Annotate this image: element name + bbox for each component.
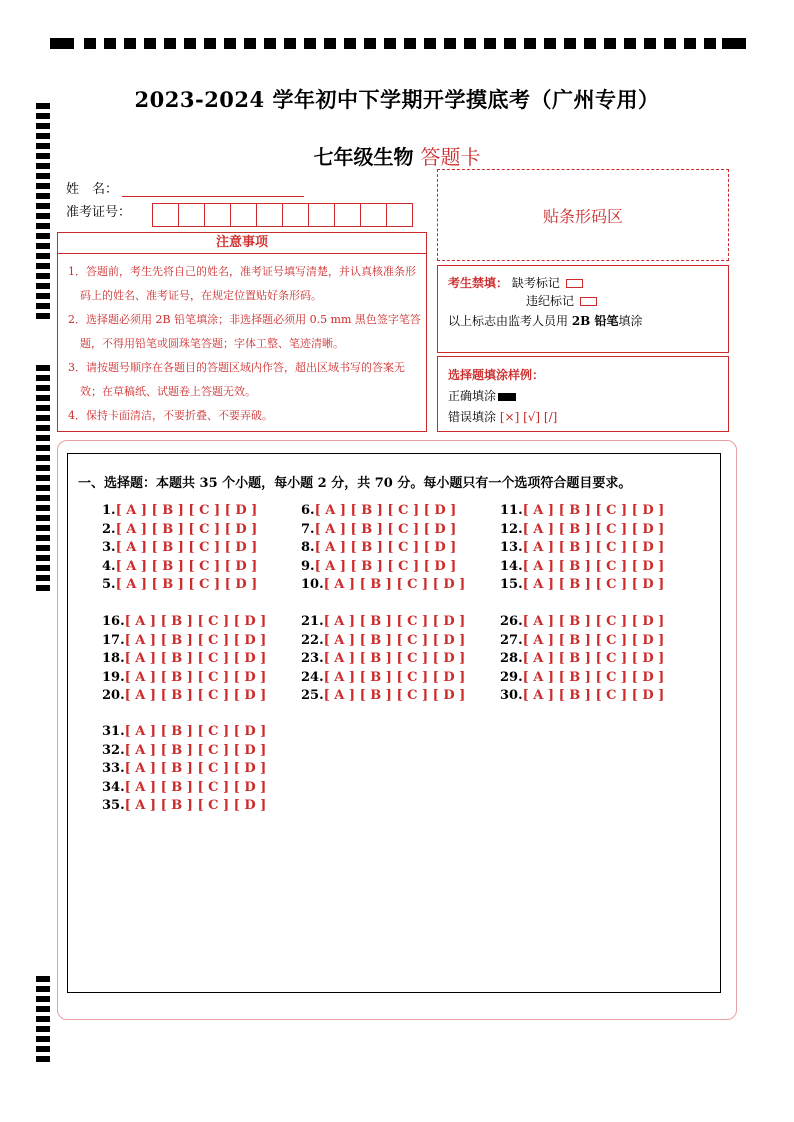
question-number: 25. xyxy=(301,688,324,703)
timing-mark xyxy=(584,38,596,49)
question-number: 35. xyxy=(102,798,125,813)
question-number: 32. xyxy=(102,742,125,758)
id-digit-box[interactable] xyxy=(205,204,231,226)
timing-mark xyxy=(36,1046,50,1052)
timing-mark xyxy=(36,203,50,209)
answer-options[interactable]: [ A ] [ B ] [ C ] [ D ] xyxy=(522,540,665,555)
question-number: 5. xyxy=(102,577,116,592)
timing-mark xyxy=(36,475,50,481)
timing-mark xyxy=(244,38,256,49)
timing-mark xyxy=(36,173,50,179)
answer-options[interactable]: [ A ] [ B ] [ C ] [ D ] xyxy=(522,688,665,703)
sample-title: 选择题填涂样例： xyxy=(448,368,545,382)
id-label: 准考证号： xyxy=(66,205,132,220)
question-number: 31. xyxy=(102,724,125,739)
answer-options[interactable]: [ A ] [ B ] [ C ] [ D ] xyxy=(323,669,466,685)
timing-mark xyxy=(564,38,576,49)
question-number: 24. xyxy=(301,669,324,685)
question-item[interactable] xyxy=(102,577,257,592)
page-title: 2023-2024 学年初中下学期开学摸底考（广州专用） xyxy=(134,87,660,112)
question-number: 3. xyxy=(102,540,116,555)
forbid-label: 考生禁填： xyxy=(448,276,509,290)
page-subtitle xyxy=(0,141,794,170)
timing-mark xyxy=(36,525,50,531)
timing-mark xyxy=(36,996,50,1002)
timing-mark xyxy=(36,455,50,461)
question-item[interactable] xyxy=(301,633,465,648)
question-item[interactable] xyxy=(102,633,266,648)
question-item[interactable] xyxy=(301,503,456,518)
timing-mark xyxy=(344,38,356,49)
timing-mark xyxy=(484,38,496,49)
timing-mark xyxy=(204,38,216,49)
timing-mark xyxy=(36,565,50,571)
timing-mark xyxy=(36,1006,50,1012)
timing-mark xyxy=(104,38,116,49)
timing-mark xyxy=(36,213,50,219)
id-digit-box[interactable] xyxy=(231,204,257,226)
question-number: 23. xyxy=(301,651,324,666)
timing-mark xyxy=(164,38,176,49)
answer-options[interactable]: [ A ] [ B ] [ C ] [ D ] xyxy=(522,651,665,666)
timing-mark xyxy=(36,133,50,139)
timing-mark xyxy=(36,243,50,249)
timing-mark xyxy=(36,585,50,591)
timing-mark xyxy=(36,485,50,491)
timing-mark xyxy=(36,435,50,441)
barcode-label: 贴条形码区 xyxy=(542,206,623,226)
question-item[interactable] xyxy=(500,522,664,537)
name-row xyxy=(66,178,304,197)
exam-id-boxes[interactable] xyxy=(152,203,413,227)
violation-mark-label: 违纪标记 xyxy=(526,294,575,308)
timing-mark xyxy=(36,425,50,431)
answer-options[interactable]: [ A ] [ B ] [ C ] [ D ] xyxy=(323,632,466,648)
question-number: 4. xyxy=(102,558,116,574)
question-number: 9. xyxy=(301,558,315,574)
question-item[interactable] xyxy=(301,559,456,574)
answer-options[interactable]: [ A ] [ B ] [ C ] [ D ] xyxy=(115,540,258,555)
timing-mark xyxy=(36,575,50,581)
answer-options[interactable]: [ A ] [ B ] [ C ] [ D ] xyxy=(124,724,267,739)
question-number: 28. xyxy=(500,651,523,666)
timing-mark xyxy=(364,38,376,49)
question-item[interactable] xyxy=(500,503,664,518)
violation-mark-box[interactable] xyxy=(580,297,597,306)
timing-mark xyxy=(36,465,50,471)
timing-mark xyxy=(36,986,50,992)
answer-options[interactable]: [ A ] [ B ] [ C ] [ D ] xyxy=(124,632,267,648)
timing-mark xyxy=(36,273,50,279)
timing-mark xyxy=(36,405,50,411)
timing-mark xyxy=(404,38,416,49)
question-number: 15. xyxy=(500,577,523,592)
answer-options[interactable]: [ A ] [ B ] [ C ] [ D ] xyxy=(314,540,457,555)
question-number: 22. xyxy=(301,632,324,648)
id-digit-box[interactable] xyxy=(153,204,179,226)
answer-options[interactable]: [ A ] [ B ] [ C ] [ D ] xyxy=(522,632,665,648)
timing-mark xyxy=(324,38,336,49)
timing-mark xyxy=(644,38,656,49)
answer-options[interactable]: [ A ] [ B ] [ C ] [ D ] xyxy=(323,688,466,703)
answer-options[interactable]: [ A ] [ B ] [ C ] [ D ] xyxy=(314,503,457,518)
answer-options[interactable]: [ A ] [ B ] [ C ] [ D ] xyxy=(124,798,267,813)
question-number: 33. xyxy=(102,761,125,776)
question-number: 17. xyxy=(102,632,125,648)
question-item[interactable] xyxy=(500,559,664,574)
notice-item: 3．请按题号顺序在各题目的答题区域内作答，超出区域书写的答案无效；在草稿纸、试题卷上答题无效。 xyxy=(68,361,405,398)
left-timing-marks-middle xyxy=(36,365,50,595)
answer-options[interactable]: [ A ] [ B ] [ C ] [ D ] xyxy=(323,651,466,666)
absent-mark-box[interactable] xyxy=(566,279,583,288)
question-item[interactable] xyxy=(500,688,664,703)
answer-options[interactable]: [ A ] [ B ] [ C ] [ D ] xyxy=(124,614,267,629)
question-number: 18. xyxy=(102,651,125,666)
id-digit-box[interactable] xyxy=(283,204,309,226)
question-number: 7. xyxy=(301,521,315,537)
id-digit-box[interactable] xyxy=(387,204,412,226)
timing-mark xyxy=(444,38,456,49)
timing-mark xyxy=(544,38,556,49)
timing-mark xyxy=(36,375,50,381)
top-timing-marks xyxy=(50,38,746,51)
question-item[interactable] xyxy=(500,614,664,629)
timing-mark xyxy=(424,38,436,49)
timing-mark xyxy=(664,38,676,49)
notice-item: 2．选择题必须用 2B 铅笔填涂；非选择题必须用 0.5 mm 黑色签字笔答题，不得用铅笔或圆珠笔答题；字体工整、笔迹清晰。 xyxy=(68,313,421,350)
answer-options[interactable]: [ A ] [ B ] [ C ] [ D ] xyxy=(522,521,665,537)
question-number: 2. xyxy=(102,521,116,537)
answer-options[interactable]: [ A ] [ B ] [ C ] [ D ] xyxy=(115,521,258,537)
answer-options[interactable]: [ A ] [ B ] [ C ] [ D ] xyxy=(314,558,457,574)
answer-options[interactable]: [ A ] [ B ] [ C ] [ D ] xyxy=(124,651,267,666)
question-number: 29. xyxy=(500,669,523,685)
question-item[interactable] xyxy=(102,780,266,795)
id-digit-box[interactable] xyxy=(361,204,387,226)
timing-mark xyxy=(36,1056,50,1062)
timing-mark xyxy=(36,976,50,982)
question-number: 8. xyxy=(301,540,315,555)
timing-mark xyxy=(36,385,50,391)
timing-mark xyxy=(504,38,516,49)
question-item[interactable] xyxy=(500,670,664,685)
timing-mark xyxy=(36,283,50,289)
left-timing-marks-top xyxy=(36,103,50,323)
subject-title: 七年级生物 xyxy=(313,145,414,169)
absent-mark-label: 缺考标记 xyxy=(511,276,560,290)
fill-sample-box xyxy=(437,356,729,432)
timing-mark xyxy=(36,555,50,561)
timing-mark xyxy=(304,38,316,49)
question-item[interactable] xyxy=(500,633,664,648)
section-title: 一、选择题：本题共 35 个小题，每小题 2 分，共 70 分。每小题只有一个选项符合题目要求。 xyxy=(78,476,632,491)
question-number: 19. xyxy=(102,669,125,685)
answer-options[interactable]: [ A ] [ B ] [ C ] [ D ] xyxy=(124,742,267,758)
timing-mark xyxy=(36,445,50,451)
answer-options[interactable]: [ A ] [ B ] [ C ] [ D ] xyxy=(124,688,267,703)
answer-sheet-label: 答题卡 xyxy=(420,145,481,169)
proctor-only-box xyxy=(437,265,729,353)
answer-options[interactable]: [ A ] [ B ] [ C ] [ D ] xyxy=(115,503,258,518)
id-digit-box[interactable] xyxy=(309,204,335,226)
answer-options[interactable]: [ A ] [ B ] [ C ] [ D ] xyxy=(522,558,665,574)
correct-fill-mark xyxy=(498,393,516,401)
notice-title: 注意事项 xyxy=(58,233,426,254)
answer-options[interactable]: [ A ] [ B ] [ C ] [ D ] xyxy=(522,503,665,518)
question-item[interactable] xyxy=(102,724,266,739)
question-item[interactable] xyxy=(301,614,465,629)
timing-mark xyxy=(624,38,636,49)
timing-mark xyxy=(36,293,50,299)
question-item[interactable] xyxy=(102,670,266,685)
wrong-fill-marks: [×] [√] [/] xyxy=(499,410,558,424)
question-number: 14. xyxy=(500,558,523,574)
answer-options[interactable]: [ A ] [ B ] [ C ] [ D ] xyxy=(124,779,267,795)
question-item[interactable] xyxy=(301,577,465,592)
left-timing-marks-bottom xyxy=(36,976,50,1066)
notice-item: 4．保持卡面清洁，不要折叠、不要弄破。 xyxy=(68,409,273,422)
answer-options[interactable]: [ A ] [ B ] [ C ] [ D ] xyxy=(323,577,466,592)
question-item[interactable] xyxy=(301,688,465,703)
question-number: 26. xyxy=(500,614,523,629)
answer-options[interactable]: [ A ] [ B ] [ C ] [ D ] xyxy=(522,577,665,592)
timing-mark xyxy=(704,38,716,49)
question-item[interactable] xyxy=(500,540,664,555)
question-item[interactable] xyxy=(301,540,456,555)
question-number: 27. xyxy=(500,632,523,648)
timing-mark xyxy=(36,505,50,511)
question-item[interactable] xyxy=(500,577,664,592)
timing-mark xyxy=(464,38,476,49)
timing-mark xyxy=(36,263,50,269)
answer-options[interactable]: [ A ] [ B ] [ C ] [ D ] xyxy=(522,669,665,685)
question-item[interactable] xyxy=(301,522,456,537)
timing-mark xyxy=(36,253,50,259)
question-number: 1. xyxy=(102,503,116,518)
timing-mark xyxy=(684,38,696,49)
timing-mark xyxy=(36,1016,50,1022)
id-digit-box[interactable] xyxy=(335,204,361,226)
question-number: 11. xyxy=(500,503,523,518)
answer-options[interactable]: [ A ] [ B ] [ C ] [ D ] xyxy=(115,577,258,592)
timing-mark xyxy=(184,38,196,49)
id-digit-box[interactable] xyxy=(179,204,205,226)
question-number: 30. xyxy=(500,688,523,703)
timing-mark xyxy=(36,1036,50,1042)
timing-mark xyxy=(36,233,50,239)
question-item[interactable] xyxy=(102,559,257,574)
id-digit-box[interactable] xyxy=(257,204,283,226)
timing-mark xyxy=(224,38,236,49)
question-number: 6. xyxy=(301,503,315,518)
notice-body xyxy=(58,254,426,428)
timing-mark xyxy=(264,38,276,49)
timing-mark xyxy=(384,38,396,49)
question-item[interactable] xyxy=(102,503,257,518)
timing-mark xyxy=(36,223,50,229)
timing-mark xyxy=(36,535,50,541)
timing-mark xyxy=(36,183,50,189)
timing-mark xyxy=(144,38,156,49)
timing-mark xyxy=(36,495,50,501)
timing-mark xyxy=(36,1026,50,1032)
question-item[interactable] xyxy=(301,651,465,666)
answer-options[interactable]: [ A ] [ B ] [ C ] [ D ] xyxy=(323,614,466,629)
timing-mark xyxy=(36,395,50,401)
answer-options[interactable]: [ A ] [ B ] [ C ] [ D ] xyxy=(314,521,457,537)
timing-mark xyxy=(50,38,74,49)
question-item[interactable] xyxy=(102,761,266,776)
question-number: 10. xyxy=(301,577,324,592)
question-item[interactable] xyxy=(102,651,266,666)
timing-mark xyxy=(524,38,536,49)
wrong-fill-label: 错误填涂 xyxy=(448,410,497,424)
question-number: 21. xyxy=(301,614,324,629)
notice-box xyxy=(57,232,427,432)
question-item[interactable] xyxy=(301,670,465,685)
timing-mark xyxy=(36,303,50,309)
timing-mark xyxy=(36,515,50,521)
question-number: 20. xyxy=(102,688,125,703)
question-item[interactable] xyxy=(500,651,664,666)
timing-mark xyxy=(36,415,50,421)
correct-fill-label: 正确填涂 xyxy=(448,389,497,403)
timing-mark xyxy=(604,38,616,49)
timing-mark xyxy=(36,123,50,129)
question-number: 13. xyxy=(500,540,523,555)
timing-mark xyxy=(36,545,50,551)
timing-mark xyxy=(36,313,50,319)
question-item[interactable] xyxy=(102,743,266,758)
question-item[interactable] xyxy=(102,798,266,813)
timing-mark xyxy=(84,38,96,49)
timing-mark xyxy=(722,38,746,49)
name-field[interactable] xyxy=(122,184,304,197)
answer-options[interactable]: [ A ] [ B ] [ C ] [ D ] xyxy=(115,558,258,574)
answer-options[interactable]: [ A ] [ B ] [ C ] [ D ] xyxy=(124,669,267,685)
question-number: 34. xyxy=(102,779,125,795)
forbid-note: 以上标志由监考人员用 2B 铅笔填涂 xyxy=(448,314,643,328)
timing-mark xyxy=(36,365,50,371)
barcode-area xyxy=(437,169,729,261)
timing-mark xyxy=(36,193,50,199)
question-item[interactable] xyxy=(102,522,257,537)
question-number: 16. xyxy=(102,614,125,629)
question-item[interactable] xyxy=(102,688,266,703)
question-item[interactable] xyxy=(102,540,257,555)
notice-item: 1．答题前，考生先将自己的姓名，准考证号填写清楚，并认真核准条形码上的姓名、准考证号，在规定位置贴好条形码。 xyxy=(68,265,416,302)
question-number: 12. xyxy=(500,521,523,537)
question-item[interactable] xyxy=(102,614,266,629)
answer-options[interactable]: [ A ] [ B ] [ C ] [ D ] xyxy=(522,614,665,629)
answer-options[interactable]: [ A ] [ B ] [ C ] [ D ] xyxy=(124,761,267,776)
timing-mark xyxy=(284,38,296,49)
timing-mark xyxy=(124,38,136,49)
name-label: 姓 名： xyxy=(66,182,119,197)
